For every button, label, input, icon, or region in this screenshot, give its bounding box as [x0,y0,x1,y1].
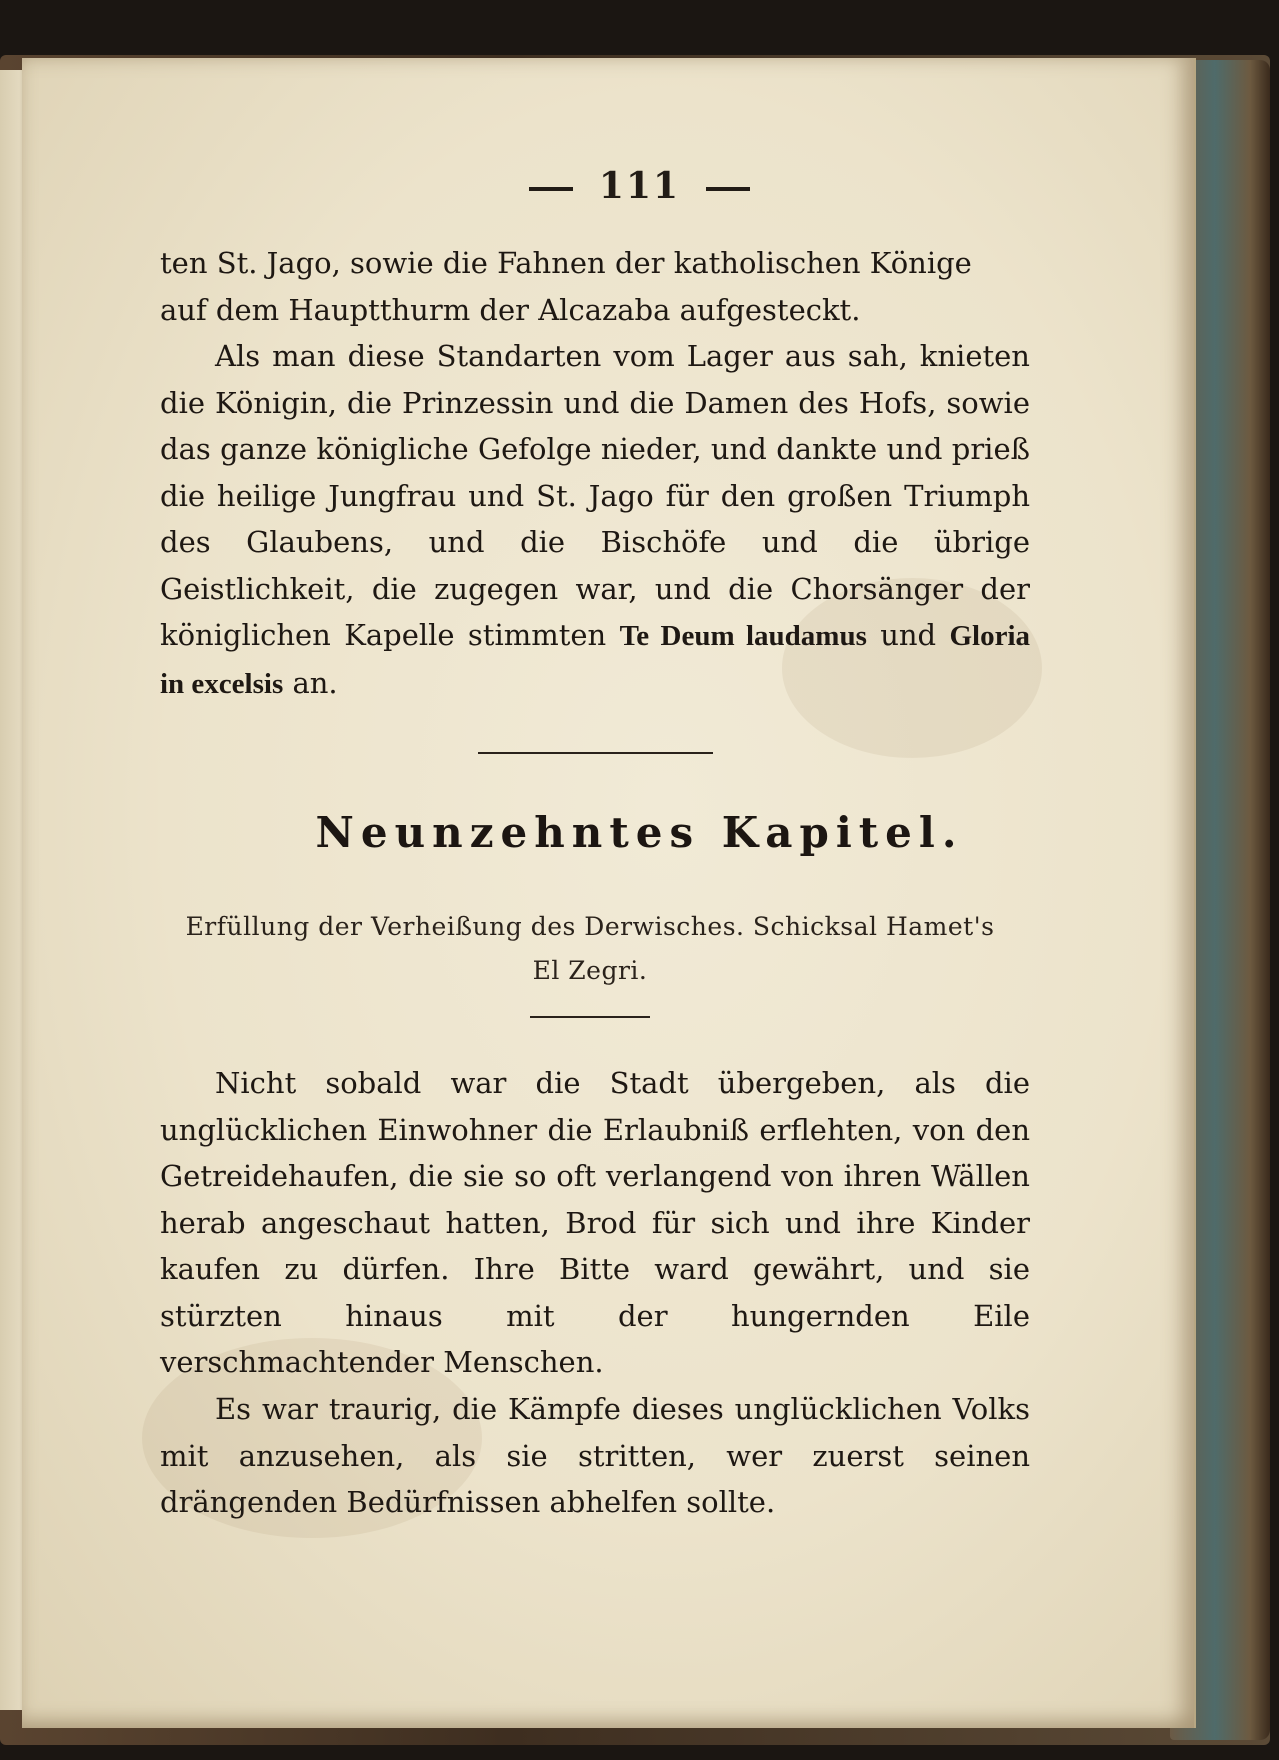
page-number [0,165,1279,207]
section-divider-rule [478,752,713,754]
chapter-subtitle-line: El Zegri. [532,956,648,985]
paragraph-stadt [160,1060,1030,1386]
chapter-title: Neunzehntes Kapitel. [315,808,964,857]
page-number-text: 111 [598,165,681,207]
paragraph-kaempfe [160,1386,1030,1526]
paragraph-ending: an. [292,665,338,700]
text-line: ten St. Jago, sowie die Fahnen der katholischen Könige [160,246,972,280]
chapter-divider-rule [530,1016,650,1018]
paragraph-connector: und [880,618,937,652]
text-line: auf dem Hauptthurm der Alcazaba aufgesteckt. [160,292,861,327]
paragraph-standarten [160,333,1030,707]
chapter-subtitle [150,905,1030,993]
latin-phrase-te-deum: Te Deum laudamus [619,620,867,652]
page-number-dash-right [706,187,750,191]
paragraph-text: Nicht sobald war die Stadt übergeben, als die unglücklichen Einwohner die Erlaubniß erflehten, von den Getreidehaufen, die sie so oft verlangend von ihren Wällen herab angeschaut hatten, Brod für sich und ihre Kinder kaufen zu dürfen. Ihre Bitte ward gewährt, und sie stürzten hinaus mit der hungernden Eile verschmachtender Menschen. [160,1066,1030,1379]
chapter-subtitle-line: Erfüllung der Verheißung des Derwisches. Schicksal Hamet's [185,912,995,941]
latin-phrase-gloria: Gloria in excelsis [160,620,1031,700]
paragraph-text: Als man diese Standarten vom Lager aus sah, knieten die Königin, die Prinzessin und die Damen des Hofs, sowie das ganze königliche Gefolge nieder, und dankte und prieß die heilige Jungfrau und St. Jago für den großen Triumph des Glaubens, und die Bischöfe und die übrige Geistlichkeit, die zugegen war, und die Chorsänger der königlichen Kapelle stimmten [160,339,1030,652]
paragraph-text: Es war traurig, die Kämpfe dieses unglücklichen Volks mit anzusehen, als sie stritten, wer zuerst seinen drängenden Bedürfnissen abhelfen sollte. [160,1392,1030,1519]
page-number-dash-left [529,187,573,191]
paragraph-continued [160,240,1030,333]
